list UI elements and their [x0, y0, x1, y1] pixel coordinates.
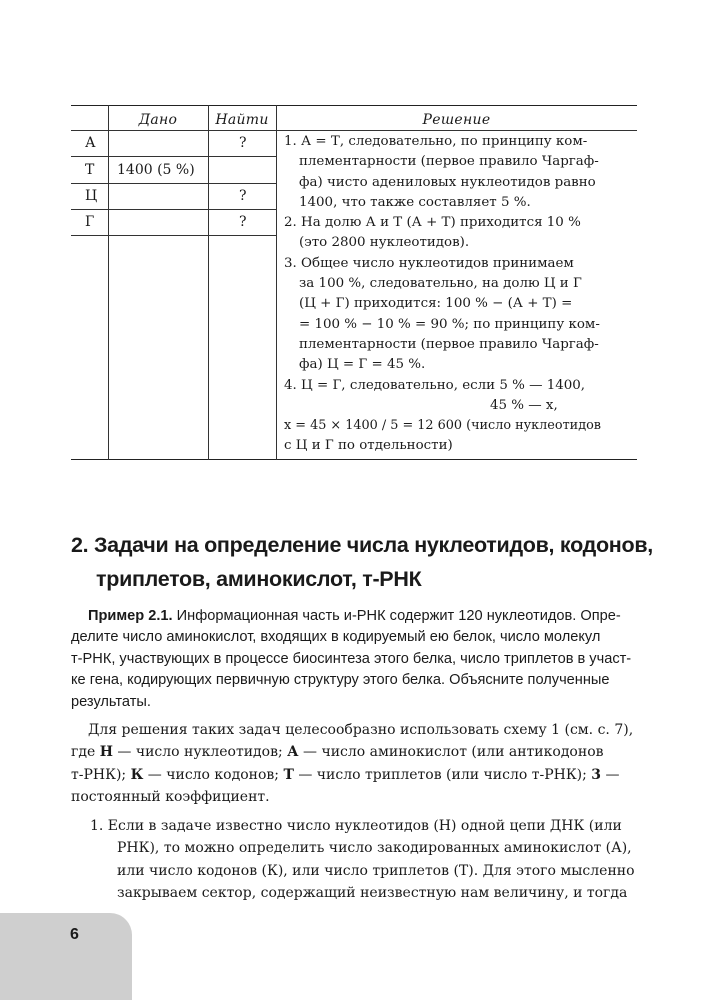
explanation-line [71, 764, 641, 786]
explanation-line: Для решения таких задач целесообразно использовать схему 1 (см. с. 7), [88, 722, 634, 738]
solution-line: за 100 %, следовательно, на долю Ц и Г [299, 276, 582, 292]
header-find: Найти [215, 112, 269, 128]
explanation-line [71, 741, 641, 763]
solution-line: 4. Ц = Г, следовательно, если 5 % — 1400, [284, 377, 586, 393]
list-line: 1. Если в задаче известно число нуклеотидов (Н) одной цепи ДНК (или [90, 818, 622, 834]
solution-line: x = 45 × 1400 / 5 = 12 600 (число нуклеотидов [284, 418, 601, 434]
solution-line: с Ц и Г по отдельности) [284, 438, 453, 454]
solution-line: 3. Общее число нуклеотидов принимаем [284, 255, 574, 271]
example-label: Пример 2.1. [88, 608, 173, 624]
find-mark: ? [239, 135, 247, 151]
text-run: — число кодонов; [143, 766, 284, 783]
table-bottom-border [71, 459, 637, 460]
section-heading-line: триплетов, аминокислот, т-РНК [96, 567, 422, 591]
row-label: Ц [85, 188, 98, 204]
row-divider [71, 183, 276, 184]
row-label: А [85, 135, 96, 151]
solution-text [284, 132, 634, 457]
solution-line: фа) чисто адениловых нуклеотидов равно [299, 174, 596, 190]
table-divider [108, 105, 109, 460]
solution-line: (это 2800 нуклеотидов). [299, 235, 470, 251]
row-label: Т [85, 162, 95, 178]
table-divider [276, 105, 277, 460]
given-value: 1400 (5 %) [117, 162, 195, 178]
header-underline [71, 130, 637, 131]
header-given: Дано [138, 112, 178, 128]
find-mark: ? [239, 214, 247, 230]
find-mark: ? [239, 188, 247, 204]
example-line: делите число аминокислот, входящих в кодируемый ею белок, число молекул [71, 629, 601, 646]
solution-line: 2. На долю А и Т (А + Т) приходится 10 % [284, 215, 581, 231]
term-k: К [130, 766, 144, 783]
page-number: 6 [70, 926, 79, 943]
section-heading [71, 528, 653, 596]
solution-line: 45 % — x, [490, 397, 558, 413]
example-line: т-РНК, участвующих в процессе биосинтеза этого белка, число триплетов в участ- [71, 650, 632, 667]
text-run: — число аминокислот (или антикодонов [298, 744, 604, 761]
solution-table [71, 105, 637, 460]
page-number-tab [0, 913, 132, 1000]
solution-line: 1. А = Т, следовательно, по принципу ком- [284, 134, 588, 149]
example-text: Информационная часть и-РНК содержит 120 нуклеотидов. Опре- [176, 608, 621, 624]
list-line: или число кодонов (К), или число триплетов (Т). Для этого мысленно [117, 862, 635, 879]
text-run: где [71, 744, 100, 761]
explanation-line: постоянный коэффициент. [71, 789, 270, 806]
solution-line: плементарности (первое правило Чаргаф- [299, 336, 599, 352]
term-3: 3 [591, 766, 602, 783]
row-divider [71, 156, 276, 157]
example-line [71, 606, 641, 627]
example-paragraph [71, 606, 641, 713]
numbered-list [90, 815, 640, 905]
solution-line: = 100 % − 10 % = 90 %; по принципу ком- [299, 316, 600, 332]
example-line: ке гена, кодирующих первичную структуру этого белка. Объясните полученные [71, 672, 610, 689]
row-divider [71, 209, 276, 210]
row-divider [71, 235, 276, 236]
solution-line: (Ц + Г) приходится: 100 % − (А + Т) = [299, 296, 573, 312]
text-run: — [601, 766, 620, 783]
term-t: Т [283, 766, 294, 783]
solution-line: фа) Ц = Г = 45 %. [299, 357, 426, 373]
list-line: РНК), то можно определить число закодированных аминокислот (А), [117, 840, 632, 857]
term-n: Н [99, 744, 113, 761]
header-solution: Решение [422, 112, 491, 128]
row-label: Г [85, 214, 95, 230]
text-run: — число нуклеотидов; [112, 744, 288, 761]
text-run: т-РНК); [71, 766, 131, 783]
table-divider [208, 105, 209, 460]
section-heading-line: 2. Задачи на определение числа нуклеотидов, кодонов, [71, 533, 653, 557]
term-a: А [287, 744, 299, 761]
table-top-border [71, 105, 637, 106]
explanation-paragraph [71, 719, 641, 809]
example-line: результаты. [71, 693, 151, 710]
list-line: закрываем сектор, содержащий неизвестную нам величину, и тогда [117, 885, 628, 902]
solution-line: 1400, что также составляет 5 %. [299, 194, 531, 210]
text-run: — число триплетов (или число т-РНК); [293, 766, 592, 783]
solution-line: плементарности (первое правило Чаргаф- [299, 154, 599, 170]
